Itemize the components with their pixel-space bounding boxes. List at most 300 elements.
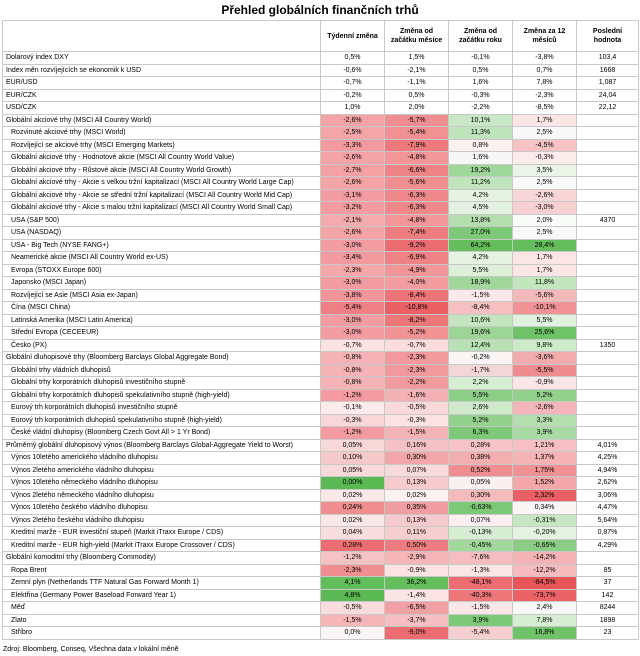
table-row	[3, 614, 639, 627]
mtd-change-cell: 1,5%	[385, 52, 449, 65]
weekly-change-cell: -2,6%	[321, 177, 385, 190]
table-row	[3, 89, 639, 102]
twelve-month-change-cell: -10,1%	[513, 302, 577, 315]
weekly-change-cell: -3,8%	[321, 289, 385, 302]
ytd-change-cell: 0,52%	[449, 464, 513, 477]
last-value-cell	[577, 352, 639, 365]
table-row	[3, 214, 639, 227]
row-name: USA - Big Tech (NYSE FANG+)	[3, 239, 321, 252]
last-value-cell: 1350	[577, 339, 639, 352]
table-row	[3, 589, 639, 602]
last-value-cell	[577, 152, 639, 165]
last-value-cell: 4,29%	[577, 539, 639, 552]
table-row	[3, 114, 639, 127]
mtd-change-cell: -6,6%	[385, 164, 449, 177]
mtd-change-cell: 0,13%	[385, 477, 449, 490]
weekly-change-cell: -1,2%	[321, 427, 385, 440]
table-row	[3, 64, 639, 77]
table-row	[3, 452, 639, 465]
table-row	[3, 389, 639, 402]
row-name: Výnos 2letého českého vládního dluhopisu	[3, 514, 321, 527]
mtd-change-cell: -2,3%	[385, 352, 449, 365]
twelve-month-change-cell: -8,5%	[513, 102, 577, 115]
row-name: Dolarový index DXY	[3, 52, 321, 65]
twelve-month-change-cell: 5,2%	[513, 389, 577, 402]
row-name: Globální komoditní trhy (Bloomberg Commodity)	[3, 552, 321, 565]
last-value-cell	[577, 177, 639, 190]
ytd-change-cell: 11,3%	[449, 127, 513, 140]
mtd-change-cell: 0,13%	[385, 514, 449, 527]
column-header-weekly: Týdenní změna	[321, 21, 385, 52]
mtd-change-cell: -7,4%	[385, 227, 449, 240]
row-name: Zemní plyn (Netherlands TTF Natural Gas Forward Month 1)	[3, 577, 321, 590]
markets-table	[2, 20, 639, 640]
ytd-change-cell: 0,8%	[449, 139, 513, 152]
mtd-change-cell: -9,0%	[385, 627, 449, 640]
last-value-cell	[577, 327, 639, 340]
twelve-month-change-cell: -84,5%	[513, 577, 577, 590]
table-row	[3, 314, 639, 327]
row-name: Globální trhy korporátních dluhopisů investičního stupně	[3, 377, 321, 390]
weekly-change-cell: -0,5%	[321, 602, 385, 615]
weekly-change-cell: -0,7%	[321, 77, 385, 90]
row-name: České vládní dluhopisy (Bloomberg Czech Govt All > 1 Yr Bond)	[3, 427, 321, 440]
last-value-cell: 5,64%	[577, 514, 639, 527]
row-name: Kreditní marže - EUR high-yield (Markit iTraxx Europe Crossover / CDS)	[3, 539, 321, 552]
weekly-change-cell: -1,5%	[321, 614, 385, 627]
twelve-month-change-cell: -2,6%	[513, 189, 577, 202]
last-value-cell	[577, 227, 639, 240]
table-row	[3, 127, 639, 140]
mtd-change-cell: -4,8%	[385, 214, 449, 227]
weekly-change-cell: -2,5%	[321, 127, 385, 140]
mtd-change-cell: -6,9%	[385, 252, 449, 265]
mtd-change-cell: -1,4%	[385, 589, 449, 602]
table-row	[3, 377, 639, 390]
twelve-month-change-cell: -2,6%	[513, 402, 577, 415]
mtd-change-cell: -4,9%	[385, 264, 449, 277]
table-row	[3, 339, 639, 352]
column-header-name	[3, 21, 321, 52]
twelve-month-change-cell: -0,65%	[513, 539, 577, 552]
weekly-change-cell: -2,6%	[321, 227, 385, 240]
mtd-change-cell: -2,2%	[385, 377, 449, 390]
mtd-change-cell: 0,07%	[385, 464, 449, 477]
row-name: Česko (PX)	[3, 339, 321, 352]
twelve-month-change-cell: -0,3%	[513, 152, 577, 165]
column-header-12m: Změna za 12 měsíců	[513, 21, 577, 52]
weekly-change-cell: -2,3%	[321, 264, 385, 277]
mtd-change-cell: -1,1%	[385, 77, 449, 90]
mtd-change-cell: -0,7%	[385, 339, 449, 352]
ytd-change-cell: -1,7%	[449, 364, 513, 377]
last-value-cell	[577, 252, 639, 265]
last-value-cell: 103,4	[577, 52, 639, 65]
mtd-change-cell: -8,4%	[385, 289, 449, 302]
twelve-month-change-cell: 2,32%	[513, 489, 577, 502]
mtd-change-cell: -8,2%	[385, 314, 449, 327]
ytd-change-cell: 10,6%	[449, 314, 513, 327]
mtd-change-cell: 0,16%	[385, 439, 449, 452]
ytd-change-cell: 5,2%	[449, 414, 513, 427]
mtd-change-cell: -10,8%	[385, 302, 449, 315]
last-value-cell: 8244	[577, 602, 639, 615]
ytd-change-cell: -0,45%	[449, 539, 513, 552]
last-value-cell: 85	[577, 564, 639, 577]
row-name: Latinská Amerika (MSCI Latin America)	[3, 314, 321, 327]
ytd-change-cell: 5,5%	[449, 389, 513, 402]
last-value-cell: 0,87%	[577, 527, 639, 540]
ytd-change-cell: 4,2%	[449, 252, 513, 265]
twelve-month-change-cell: 28,4%	[513, 239, 577, 252]
weekly-change-cell: 1,0%	[321, 102, 385, 115]
twelve-month-change-cell: -3,6%	[513, 352, 577, 365]
mtd-change-cell: -5,6%	[385, 177, 449, 190]
last-value-cell: 23	[577, 627, 639, 640]
row-name: Globální akciové trhy - Akcie se střední tržní kapitalizací (MSCI All Country World Mid Cap)	[3, 189, 321, 202]
table-row	[3, 489, 639, 502]
mtd-change-cell: -0,5%	[385, 402, 449, 415]
twelve-month-change-cell: -0,9%	[513, 377, 577, 390]
weekly-change-cell: -0,3%	[321, 414, 385, 427]
twelve-month-change-cell: -2,3%	[513, 89, 577, 102]
ytd-change-cell: -1,3%	[449, 564, 513, 577]
twelve-month-change-cell: 5,5%	[513, 314, 577, 327]
ytd-change-cell: 0,38%	[449, 452, 513, 465]
table-row	[3, 627, 639, 640]
twelve-month-change-cell: 0,7%	[513, 64, 577, 77]
table-row	[3, 414, 639, 427]
row-name: Měď	[3, 602, 321, 615]
row-name: Globální trhy korporátních dluhopisů spekulativního stupně (high-yield)	[3, 389, 321, 402]
last-value-cell	[577, 389, 639, 402]
ytd-change-cell: 19,2%	[449, 164, 513, 177]
ytd-change-cell: 1,6%	[449, 152, 513, 165]
weekly-change-cell: -0,8%	[321, 377, 385, 390]
column-header-mtd: Změna od začátku měsíce	[385, 21, 449, 52]
mtd-change-cell: -1,5%	[385, 427, 449, 440]
mtd-change-cell: -4,0%	[385, 277, 449, 290]
twelve-month-change-cell: 1,7%	[513, 114, 577, 127]
ytd-change-cell: -0,3%	[449, 89, 513, 102]
weekly-change-cell: -3,1%	[321, 189, 385, 202]
mtd-change-cell: -0,9%	[385, 564, 449, 577]
table-row	[3, 277, 639, 290]
table-row	[3, 464, 639, 477]
last-value-cell	[577, 314, 639, 327]
ytd-change-cell: -40,3%	[449, 589, 513, 602]
ytd-change-cell: 0,5%	[449, 64, 513, 77]
table-row	[3, 252, 639, 265]
last-value-cell: 4,47%	[577, 502, 639, 515]
last-value-cell	[577, 239, 639, 252]
twelve-month-change-cell: 2,4%	[513, 602, 577, 615]
mtd-change-cell: -5,2%	[385, 327, 449, 340]
table-row	[3, 602, 639, 615]
last-value-cell: 142	[577, 589, 639, 602]
table-row	[3, 527, 639, 540]
table-row	[3, 552, 639, 565]
twelve-month-change-cell: 2,5%	[513, 127, 577, 140]
last-value-cell	[577, 139, 639, 152]
row-name: Výnos 2letého amerického vládního dluhopisu	[3, 464, 321, 477]
weekly-change-cell: 4,1%	[321, 577, 385, 590]
twelve-month-change-cell: 2,0%	[513, 214, 577, 227]
mtd-change-cell: 0,30%	[385, 452, 449, 465]
row-name: EUR/USD	[3, 77, 321, 90]
table-row	[3, 564, 639, 577]
weekly-change-cell: 0,24%	[321, 502, 385, 515]
weekly-change-cell: -2,7%	[321, 164, 385, 177]
last-value-cell: 1,087	[577, 77, 639, 90]
ytd-change-cell: 10,1%	[449, 114, 513, 127]
last-value-cell: 37	[577, 577, 639, 590]
last-value-cell: 2,62%	[577, 477, 639, 490]
last-value-cell	[577, 277, 639, 290]
weekly-change-cell: 0,28%	[321, 539, 385, 552]
table-row	[3, 302, 639, 315]
twelve-month-change-cell: -3,8%	[513, 52, 577, 65]
ytd-change-cell: -8,4%	[449, 302, 513, 315]
ytd-change-cell: -1,5%	[449, 602, 513, 615]
twelve-month-change-cell: 1,75%	[513, 464, 577, 477]
row-name: Průměrný globální dluhopisový výnos (Bloomberg Barclays Global-Aggregate Yield to Worst)	[3, 439, 321, 452]
ytd-change-cell: 11,2%	[449, 177, 513, 190]
twelve-month-change-cell: 7,8%	[513, 614, 577, 627]
weekly-change-cell: -3,4%	[321, 252, 385, 265]
ytd-change-cell: 18,9%	[449, 277, 513, 290]
ytd-change-cell: 12,4%	[449, 339, 513, 352]
mtd-change-cell: -6,5%	[385, 602, 449, 615]
row-name: Globální akciové trhy - Růstové akcie (MSCI All Country World Growth)	[3, 164, 321, 177]
twelve-month-change-cell: 3,5%	[513, 164, 577, 177]
last-value-cell	[577, 164, 639, 177]
mtd-change-cell: -2,3%	[385, 364, 449, 377]
row-name: Rozvíjející se akciové trhy (MSCI Emerging Markets)	[3, 139, 321, 152]
ytd-change-cell: 2,6%	[449, 402, 513, 415]
last-value-cell	[577, 364, 639, 377]
weekly-change-cell: -3,0%	[321, 277, 385, 290]
table-row	[3, 402, 639, 415]
row-name: Eurový trh korporátních dluhopisů spekulativního stupně (high-yield)	[3, 414, 321, 427]
weekly-change-cell: -3,2%	[321, 202, 385, 215]
twelve-month-change-cell: 1,7%	[513, 252, 577, 265]
mtd-change-cell: -7,9%	[385, 139, 449, 152]
table-row	[3, 352, 639, 365]
table-row	[3, 439, 639, 452]
twelve-month-change-cell: -5,6%	[513, 289, 577, 302]
table-row	[3, 539, 639, 552]
twelve-month-change-cell: -73,7%	[513, 589, 577, 602]
row-name: Neamerické akcie (MSCI All Country World ex-US)	[3, 252, 321, 265]
ytd-change-cell: -0,63%	[449, 502, 513, 515]
weekly-change-cell: 0,04%	[321, 527, 385, 540]
last-value-cell	[577, 302, 639, 315]
ytd-change-cell: -0,13%	[449, 527, 513, 540]
page-title: Přehled globálních finančních trhů	[221, 3, 419, 17]
last-value-cell: 1898	[577, 614, 639, 627]
mtd-change-cell: 0,35%	[385, 502, 449, 515]
twelve-month-change-cell: 1,37%	[513, 452, 577, 465]
ytd-change-cell: -0,1%	[449, 52, 513, 65]
mtd-change-cell: 0,50%	[385, 539, 449, 552]
row-name: Ropa Brent	[3, 564, 321, 577]
weekly-change-cell: 0,02%	[321, 489, 385, 502]
twelve-month-change-cell: -0,31%	[513, 514, 577, 527]
table-row	[3, 364, 639, 377]
weekly-change-cell: -0,8%	[321, 364, 385, 377]
ytd-change-cell: 6,3%	[449, 427, 513, 440]
row-name: Výnos 2letého německého vládního dluhopisu	[3, 489, 321, 502]
table-row	[3, 514, 639, 527]
weekly-change-cell: -0,2%	[321, 89, 385, 102]
row-name: Výnos 10letého českého vládního dluhopisu	[3, 502, 321, 515]
last-value-cell	[577, 552, 639, 565]
row-name: Výnos 10letého německého vládního dluhopisu	[3, 477, 321, 490]
last-value-cell	[577, 189, 639, 202]
table-row	[3, 164, 639, 177]
mtd-change-cell: 0,02%	[385, 489, 449, 502]
row-name: Evropa (STOXX Europe 600)	[3, 264, 321, 277]
row-name: Výnos 10letého amerického vládního dluhopisu	[3, 452, 321, 465]
ytd-change-cell: 64,2%	[449, 239, 513, 252]
weekly-change-cell: 0,05%	[321, 464, 385, 477]
last-value-cell: 22,12	[577, 102, 639, 115]
row-name: USA (S&P 500)	[3, 214, 321, 227]
last-value-cell: 1668	[577, 64, 639, 77]
weekly-change-cell: 4,8%	[321, 589, 385, 602]
table-row	[3, 77, 639, 90]
ytd-change-cell: -7,6%	[449, 552, 513, 565]
weekly-change-cell: -1,2%	[321, 389, 385, 402]
ytd-change-cell: -48,1%	[449, 577, 513, 590]
mtd-change-cell: 2,0%	[385, 102, 449, 115]
weekly-change-cell: -0,1%	[321, 402, 385, 415]
twelve-month-change-cell: 3,9%	[513, 427, 577, 440]
weekly-change-cell: 0,02%	[321, 514, 385, 527]
ytd-change-cell: 4,2%	[449, 189, 513, 202]
row-name: Střední Evropa (CECEEUR)	[3, 327, 321, 340]
last-value-cell	[577, 264, 639, 277]
mtd-change-cell: 0,11%	[385, 527, 449, 540]
ytd-change-cell: 0,30%	[449, 489, 513, 502]
last-value-cell	[577, 402, 639, 415]
ytd-change-cell: 4,5%	[449, 202, 513, 215]
column-header-last: Poslední hodnota	[577, 21, 639, 52]
mtd-change-cell: -2,1%	[385, 64, 449, 77]
table-row	[3, 502, 639, 515]
twelve-month-change-cell: -5,5%	[513, 364, 577, 377]
twelve-month-change-cell: 1,21%	[513, 439, 577, 452]
table-row	[3, 227, 639, 240]
ytd-change-cell: -0,2%	[449, 352, 513, 365]
twelve-month-change-cell: -14,2%	[513, 552, 577, 565]
mtd-change-cell: -3,7%	[385, 614, 449, 627]
row-name: Kreditní marže - EUR investiční stupeň (Markit iTraxx Europe / CDS)	[3, 527, 321, 540]
row-name: Japonsko (MSCI Japan)	[3, 277, 321, 290]
twelve-month-change-cell: -0,20%	[513, 527, 577, 540]
ytd-change-cell: 27,0%	[449, 227, 513, 240]
table-row	[3, 577, 639, 590]
row-name: Globální akciové trhy - Hodnotové akcie (MSCI All Country World Value)	[3, 152, 321, 165]
row-name: Globální trhy vládních dluhopisů	[3, 364, 321, 377]
row-name: Čína (MSCI China)	[3, 302, 321, 315]
table-row	[3, 477, 639, 490]
mtd-change-cell: -5,4%	[385, 127, 449, 140]
ytd-change-cell: -1,5%	[449, 289, 513, 302]
last-value-cell: 3,06%	[577, 489, 639, 502]
weekly-change-cell: 0,00%	[321, 477, 385, 490]
weekly-change-cell: -1,2%	[321, 552, 385, 565]
table-row	[3, 264, 639, 277]
weekly-change-cell: 0,0%	[321, 627, 385, 640]
ytd-change-cell: -2,2%	[449, 102, 513, 115]
weekly-change-cell: -3,3%	[321, 139, 385, 152]
ytd-change-cell: 3,9%	[449, 614, 513, 627]
twelve-month-change-cell: -3,0%	[513, 202, 577, 215]
weekly-change-cell: -2,3%	[321, 564, 385, 577]
weekly-change-cell: -2,6%	[321, 152, 385, 165]
last-value-cell	[577, 414, 639, 427]
table-row	[3, 139, 639, 152]
mtd-change-cell: -5,7%	[385, 114, 449, 127]
column-header-ytd: Změna od začátku roku	[449, 21, 513, 52]
row-name: Elektřina (Germany Power Baseload Forward Year 1)	[3, 589, 321, 602]
table-row	[3, 152, 639, 165]
twelve-month-change-cell: 16,8%	[513, 627, 577, 640]
table-row	[3, 189, 639, 202]
mtd-change-cell: -6,3%	[385, 202, 449, 215]
last-value-cell	[577, 202, 639, 215]
last-value-cell	[577, 114, 639, 127]
weekly-change-cell: -2,6%	[321, 114, 385, 127]
twelve-month-change-cell: 1,7%	[513, 264, 577, 277]
twelve-month-change-cell: 3,3%	[513, 414, 577, 427]
table-row	[3, 102, 639, 115]
mtd-change-cell: -4,8%	[385, 152, 449, 165]
weekly-change-cell: -3,0%	[321, 327, 385, 340]
twelve-month-change-cell: 11,8%	[513, 277, 577, 290]
twelve-month-change-cell: 2,5%	[513, 177, 577, 190]
ytd-change-cell: 0,05%	[449, 477, 513, 490]
last-value-cell: 4,01%	[577, 439, 639, 452]
weekly-change-cell: -5,4%	[321, 302, 385, 315]
table-row	[3, 202, 639, 215]
row-name: Zlato	[3, 614, 321, 627]
table-row	[3, 327, 639, 340]
mtd-change-cell: -0,3%	[385, 414, 449, 427]
weekly-change-cell: 0,10%	[321, 452, 385, 465]
twelve-month-change-cell: 9,8%	[513, 339, 577, 352]
table-row	[3, 289, 639, 302]
weekly-change-cell: -0,7%	[321, 339, 385, 352]
twelve-month-change-cell: 25,6%	[513, 327, 577, 340]
mtd-change-cell: -9,2%	[385, 239, 449, 252]
weekly-change-cell: -3,0%	[321, 314, 385, 327]
ytd-change-cell: 1,6%	[449, 77, 513, 90]
last-value-cell: 4,25%	[577, 452, 639, 465]
row-name: EUR/CZK	[3, 89, 321, 102]
weekly-change-cell: 0,05%	[321, 439, 385, 452]
ytd-change-cell: 0,28%	[449, 439, 513, 452]
twelve-month-change-cell: 2,5%	[513, 227, 577, 240]
mtd-change-cell: 0,5%	[385, 89, 449, 102]
last-value-cell: 4,94%	[577, 464, 639, 477]
header-row	[3, 21, 639, 52]
row-name: USD/CZK	[3, 102, 321, 115]
ytd-change-cell: 19,6%	[449, 327, 513, 340]
twelve-month-change-cell: 1,52%	[513, 477, 577, 490]
